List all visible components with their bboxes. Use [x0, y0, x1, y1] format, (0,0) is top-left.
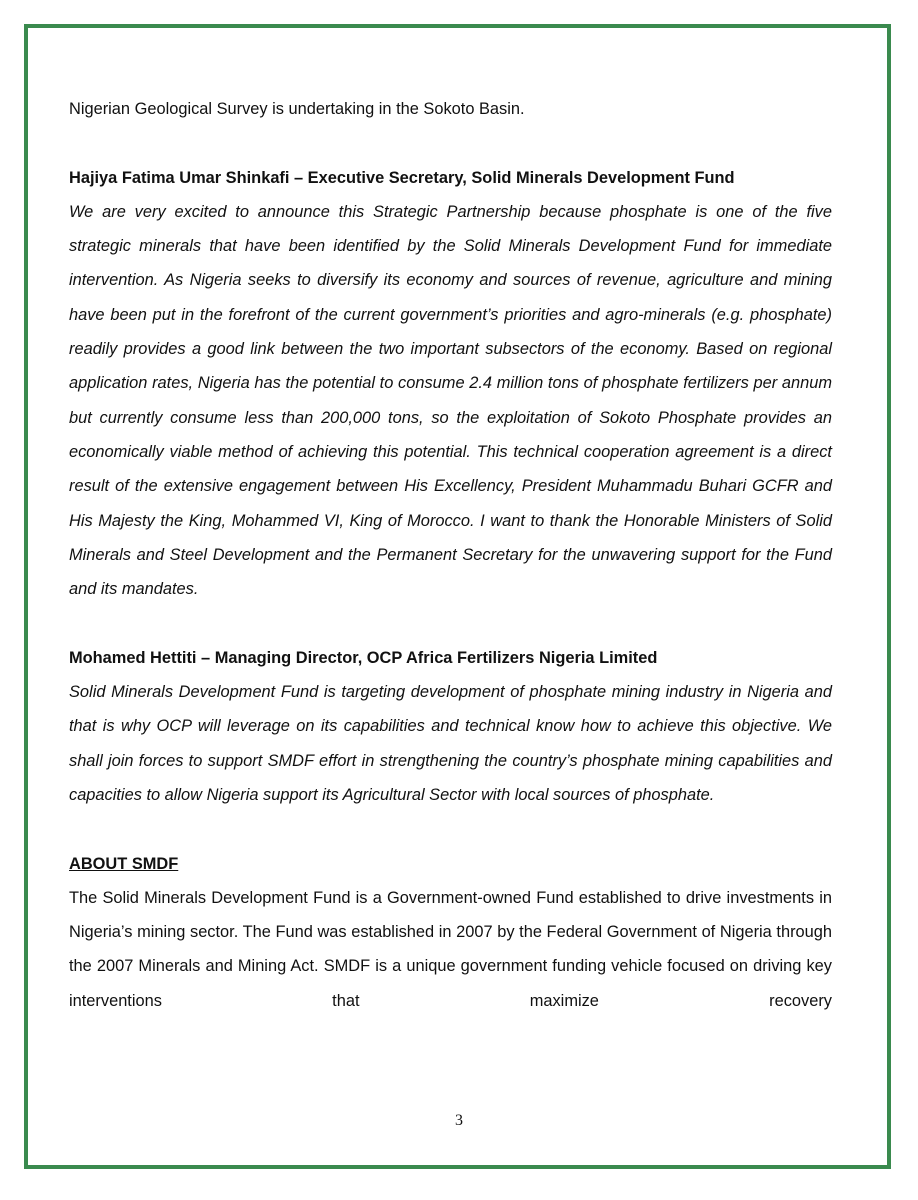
about-smdf-paragraph: The Solid Minerals Development Fund is a Government-owned Fund established to drive investments in Nigeria’s mining sector. The Fund was established in 2007 by the Federal Government of Nigeria through the 2007 Minerals and Mining Act. SMDF is a unique government funding vehicle focused on driving key interventions that maximize recovery: [69, 888, 832, 1010]
continued-paragraph: Nigerian Geological Survey is undertaking in the Sokoto Basin.: [69, 100, 525, 118]
document-body: [69, 92, 832, 1018]
speaker-heading-hettiti: Mohamed Hettiti – Managing Director, OCP Africa Fertilizers Nigeria Limited: [69, 648, 658, 667]
paragraph-spacer: [69, 126, 832, 160]
page-number: 3: [455, 1112, 463, 1129]
quote-shinkafi: We are very excited to announce this Strategic Partnership because phosphate is one of the five strategic minerals that have been identified by the Solid Minerals Development Fund for immediate intervention. As Nigeria seeks to diversify its economy and sources of revenue, agriculture and mining have been put in the forefront of the current government’s priorities and agro-minerals (e.g. phosphate) readily provides a good link between the two important subsectors of the economy. Based on regional application rates, Nigeria has the potential to consume 2.4 million tons of phosphate fertilizers per annum but currently consume less than 200,000 tons, so the exploitation of Sokoto Phosphate provides an economically viable method of achieving this potential. This technical cooperation agreement is a direct result of the extensive engagement between His Excellency, President Muhammadu Buhari GCFR and His Majesty the King, Mohammed VI, King of Morocco. I want to thank the Honorable Ministers of Solid Minerals and Steel Development and the Permanent Secretary for the unwavering support for the Fund and its mandates.: [69, 202, 832, 599]
speaker-heading-shinkafi: Hajiya Fatima Umar Shinkafi – Executive Secretary, Solid Minerals Development Fund: [69, 168, 735, 187]
paragraph-spacer: [69, 812, 832, 846]
section-heading-about-smdf: ABOUT SMDF: [69, 854, 179, 873]
paragraph-spacer: [69, 606, 832, 640]
quote-hettiti: Solid Minerals Development Fund is targeting development of phosphate mining industry in Nigeria and that is why OCP will leverage on its capabilities and technical know how to achieve this objective. We shall join forces to support SMDF effort in strengthening the country’s phosphate mining capabilities and capacities to allow Nigeria support its Agricultural Sector with local sources of phosphate.: [69, 683, 832, 804]
